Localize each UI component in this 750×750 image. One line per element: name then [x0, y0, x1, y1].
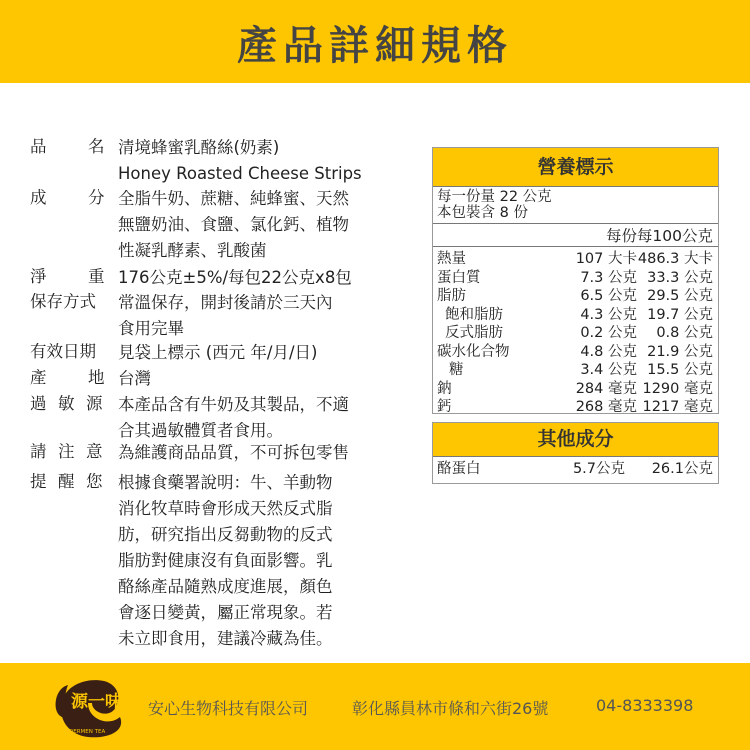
page-footer	[0, 663, 750, 750]
spec-row	[30, 265, 390, 291]
spec-label	[30, 440, 108, 464]
spec-value-line: Honey Roasted Cheese Strips	[118, 164, 362, 183]
col-per-100g: 每100公克	[636, 227, 713, 245]
nutrient-name: 碳水化合物	[437, 343, 510, 360]
nutrient-per-100g: 15.5 公克	[647, 362, 713, 378]
spec-row	[30, 366, 390, 392]
nutrient-per-100g: 1290 毫克	[642, 380, 713, 397]
nutrient-name: 反式脂肪	[445, 325, 503, 341]
spec-value-line: 未立即食用，建議冷藏為佳。	[118, 629, 333, 648]
nutrient-per-serving: 7.3 公克	[580, 269, 637, 286]
other-row-name: 酪蛋白	[437, 461, 481, 477]
spec-label-text: 醒	[58, 472, 75, 491]
other-row-per-serving: 5.7公克	[572, 461, 625, 477]
nutrient-per-serving: 0.2 公克	[580, 325, 637, 341]
spec-value	[118, 186, 378, 264]
nutrient-per-100g: 1217 毫克	[642, 399, 713, 415]
spec-label-text: 提	[30, 472, 47, 491]
nutrient-per-serving: 107 大卡	[575, 251, 637, 267]
spec-value-line: 性凝乳酵素、乳酸菌	[118, 241, 267, 260]
spec-label-text: 有效日期	[30, 342, 96, 361]
nutrient-name: 飽和脂肪	[445, 306, 503, 323]
spec-value-line: 酪絲產品隨熟成度進展，顏色	[118, 577, 333, 596]
spec-label-text: 注	[58, 442, 75, 461]
page-title: 產品詳細規格	[237, 23, 513, 69]
nutrient-per-100g: 19.7 公克	[647, 306, 713, 323]
nutrient-name: 熱量	[437, 251, 466, 267]
company-address: 彰化縣員林市條和六街26號	[352, 699, 549, 718]
nutrient-per-serving: 268 毫克	[575, 399, 637, 415]
divider	[433, 456, 718, 457]
nutrient-per-serving: 284 毫克	[575, 380, 637, 397]
nutrient-per-serving: 3.4 公克	[580, 362, 637, 378]
spec-label-text: 淨	[30, 267, 47, 286]
spec-value-line: 176公克±5%/每包22公克x8包	[118, 268, 352, 287]
company-phone: 04-8333398	[596, 696, 694, 715]
nutrient-per-100g: 0.8 公克	[656, 325, 713, 341]
spec-row	[30, 440, 390, 466]
spec-row	[30, 470, 390, 652]
other-panel	[432, 422, 719, 484]
spec-value-line: 台灣	[118, 369, 151, 388]
spec-label-text: 地	[88, 368, 105, 387]
spec-value-line: 消化牧草時會形成天然反式脂	[118, 499, 333, 518]
spec-label-text: 過	[30, 394, 47, 413]
spec-label	[30, 186, 108, 210]
nutrition-title: 營養標示	[433, 148, 718, 186]
divider	[433, 223, 718, 224]
spec-value	[118, 265, 378, 291]
nutrient-name: 蛋白質	[437, 269, 481, 286]
spec-value-line: 常溫保存，開封後請於三天內	[118, 293, 333, 312]
spec-label-text: 敏	[58, 394, 75, 413]
spec-label-text: 意	[86, 442, 103, 461]
spec-value-line: 全脂牛奶、蔗糖、純蜂蜜、天然	[118, 189, 349, 208]
spec-label	[30, 265, 108, 289]
spec-row	[30, 340, 390, 366]
servings-per-pack: 本包裝含 8 份	[437, 205, 528, 221]
spec-value-line: 肪，研究指出反芻動物的反式	[118, 525, 333, 544]
spec-value	[118, 440, 378, 466]
spec-label-text: 品	[30, 137, 47, 156]
spec-value	[118, 366, 378, 392]
spec-label	[30, 366, 108, 390]
divider	[433, 246, 718, 247]
nutrient-per-100g: 33.3 公克	[647, 269, 713, 286]
spec-row	[30, 135, 390, 187]
spec-value-line: 無鹽奶油、食鹽、氯化鈣、植物	[118, 215, 349, 234]
spec-label-text: 成	[30, 188, 47, 207]
nutrient-per-100g: 29.5 公克	[647, 288, 713, 304]
company-name: 安心生物科技有限公司	[148, 699, 309, 718]
logo-subtext: DERMEN TEA	[69, 729, 106, 735]
nutrient-per-serving: 4.8 公克	[580, 343, 637, 360]
spec-value-line: 本產品含有牛奶及其製品，不適	[118, 395, 349, 414]
logo-text: 源一味事	[71, 692, 139, 712]
nutrient-per-serving: 6.5 公克	[580, 288, 637, 304]
spec-label-text: 保存方式	[30, 292, 96, 311]
spec-label-text: 源	[86, 394, 103, 413]
spec-value	[118, 392, 378, 444]
other-row-per-100g: 26.1公克	[651, 461, 713, 477]
spec-value-line: 根據食藥署說明：牛、羊動物	[118, 473, 333, 492]
nutrient-name: 鈉	[437, 380, 452, 397]
spec-value-line: 合其過敏體質者食用。	[118, 421, 283, 440]
nutrient-name: 脂肪	[437, 288, 466, 304]
spec-label	[30, 470, 108, 494]
nutrition-panel	[432, 147, 719, 414]
spec-label	[30, 135, 108, 159]
spec-value-line: 食用完畢	[118, 319, 184, 338]
spec-value-line: 見袋上標示 (西元 年/月/日)	[118, 343, 318, 362]
col-per-serving: 每份	[605, 227, 637, 245]
nutrient-per-100g: 486.3 大卡	[637, 251, 713, 267]
spec-label-text: 重	[88, 267, 105, 286]
serving-size: 每一份量 22 公克	[437, 189, 552, 205]
spec-label	[30, 340, 108, 364]
spec-label-text: 請	[30, 442, 47, 461]
nutrient-per-100g: 21.9 公克	[647, 343, 713, 360]
spec-label	[30, 290, 108, 314]
spec-value	[118, 290, 378, 342]
divider	[433, 186, 718, 187]
nutrient-name: 糖	[449, 362, 464, 378]
spec-value-line: 會逐日變黃，屬正常現象。若	[118, 603, 333, 622]
spec-value-line: 為維護商品品質，不可拆包零售	[118, 443, 349, 462]
spec-label-text: 您	[86, 472, 103, 491]
spec-label-text: 分	[88, 188, 105, 207]
spec-label-text: 名	[88, 137, 105, 156]
spec-value	[118, 340, 378, 366]
spec-label-text: 產	[30, 368, 47, 387]
spec-row	[30, 186, 390, 264]
brand-logo	[52, 673, 139, 741]
spec-label	[30, 392, 108, 416]
nutrient-name: 鈣	[437, 399, 452, 415]
spec-row	[30, 290, 390, 342]
page-header	[0, 0, 750, 83]
spec-value	[118, 135, 378, 187]
nutrient-per-serving: 4.3 公克	[580, 306, 637, 323]
spec-value-line: 脂肪對健康沒有負面影響。乳	[118, 551, 333, 570]
spec-value-line: 清境蜂蜜乳酪絲(奶素)	[118, 138, 280, 157]
spec-value	[118, 470, 378, 652]
other-title: 其他成分	[433, 423, 718, 456]
spec-row	[30, 392, 390, 444]
